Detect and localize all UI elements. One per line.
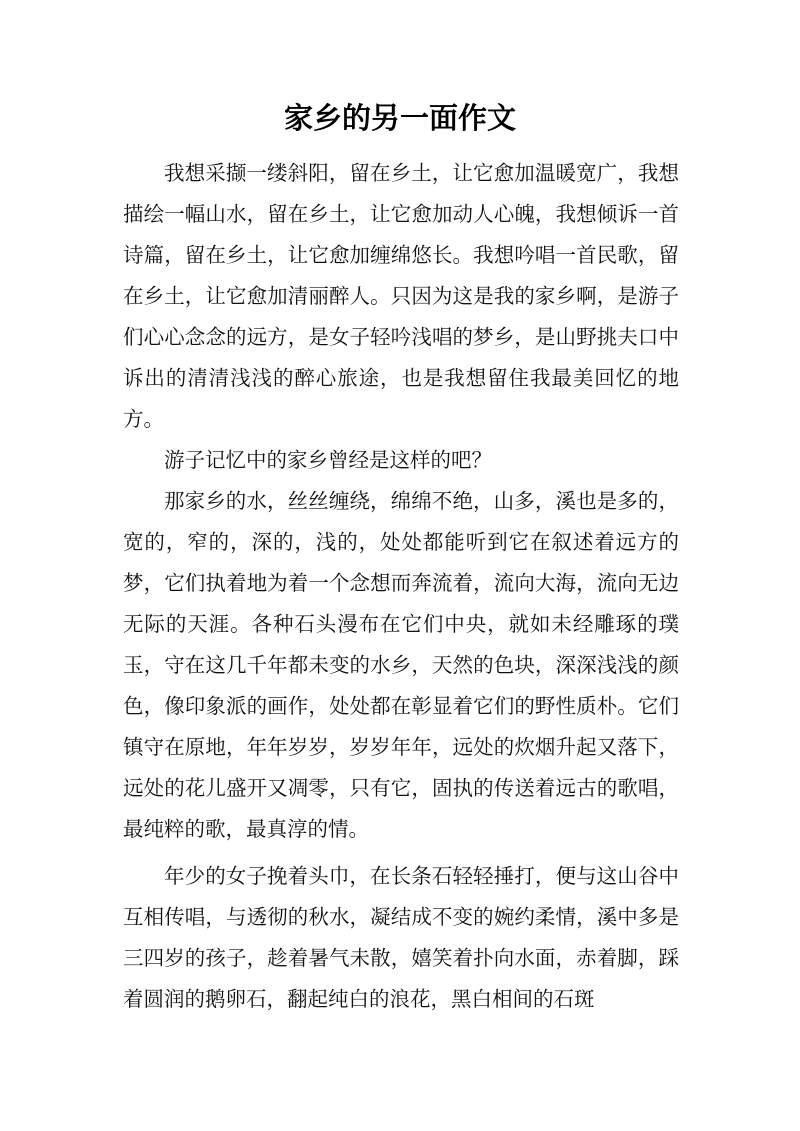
- page-title: 家乡的另一面作文: [283, 101, 516, 135]
- paragraph-4: 年少的女子挽着头巾，在长条石轻轻捶打，便与这山谷中互相传唱，与透彻的秋水，凝结成不变的婉约柔情，溪中多是三四岁的孩子，趁着暑气未散，嬉笑着扑向水面，赤着脚，踩着圆润的鹅卵石，翻起纯白的浪花，黑白相间的石斑: [123, 864, 679, 1011]
- paragraph-1: 我想采撷一缕斜阳，留在乡土，让它愈加温暖宽广，我想描绘一幅山水，留在乡土，让它愈加动人心魄，我想倾诉一首诗篇，留在乡土，让它愈加缠绵悠长。我想吟唱一首民歌，留在乡土，让它愈加清丽醉人。只因为这是我的家乡啊，是游子们心心念念的远方，是女子轻吟浅唱的梦乡，是山野挑夫口中诉出的清清浅浅的醉心旅途，也是我想留住我最美回忆的地方。: [123, 161, 679, 431]
- essay-body: [123, 153, 679, 1020]
- paragraph-3: 那家乡的水，丝丝缠绕，绵绵不绝，山多，溪也是多的，宽的，窄的，深的，浅的，处处都能听到它在叙述着远方的梦，它们执着地为着一个念想而奔流着，流向大海，流向无边无际的天涯。各种石头漫布在它们中央，就如未经雕琢的璞玉，守在这几千年都未变的水乡，天然的色块，深深浅浅的颜色，像印象派的画作，处处都在彰显着它们的野性质朴。它们镇守在原地，年年岁岁，岁岁年年，远处的炊烟升起又落下，远处的花儿盛开又凋零，只有它，固执的传送着远古的歌唱，最纯粹的歌，最真淳的情。: [123, 489, 679, 841]
- paragraph-2: 游子记忆中的家乡曾经是这样的吧？: [164, 448, 492, 472]
